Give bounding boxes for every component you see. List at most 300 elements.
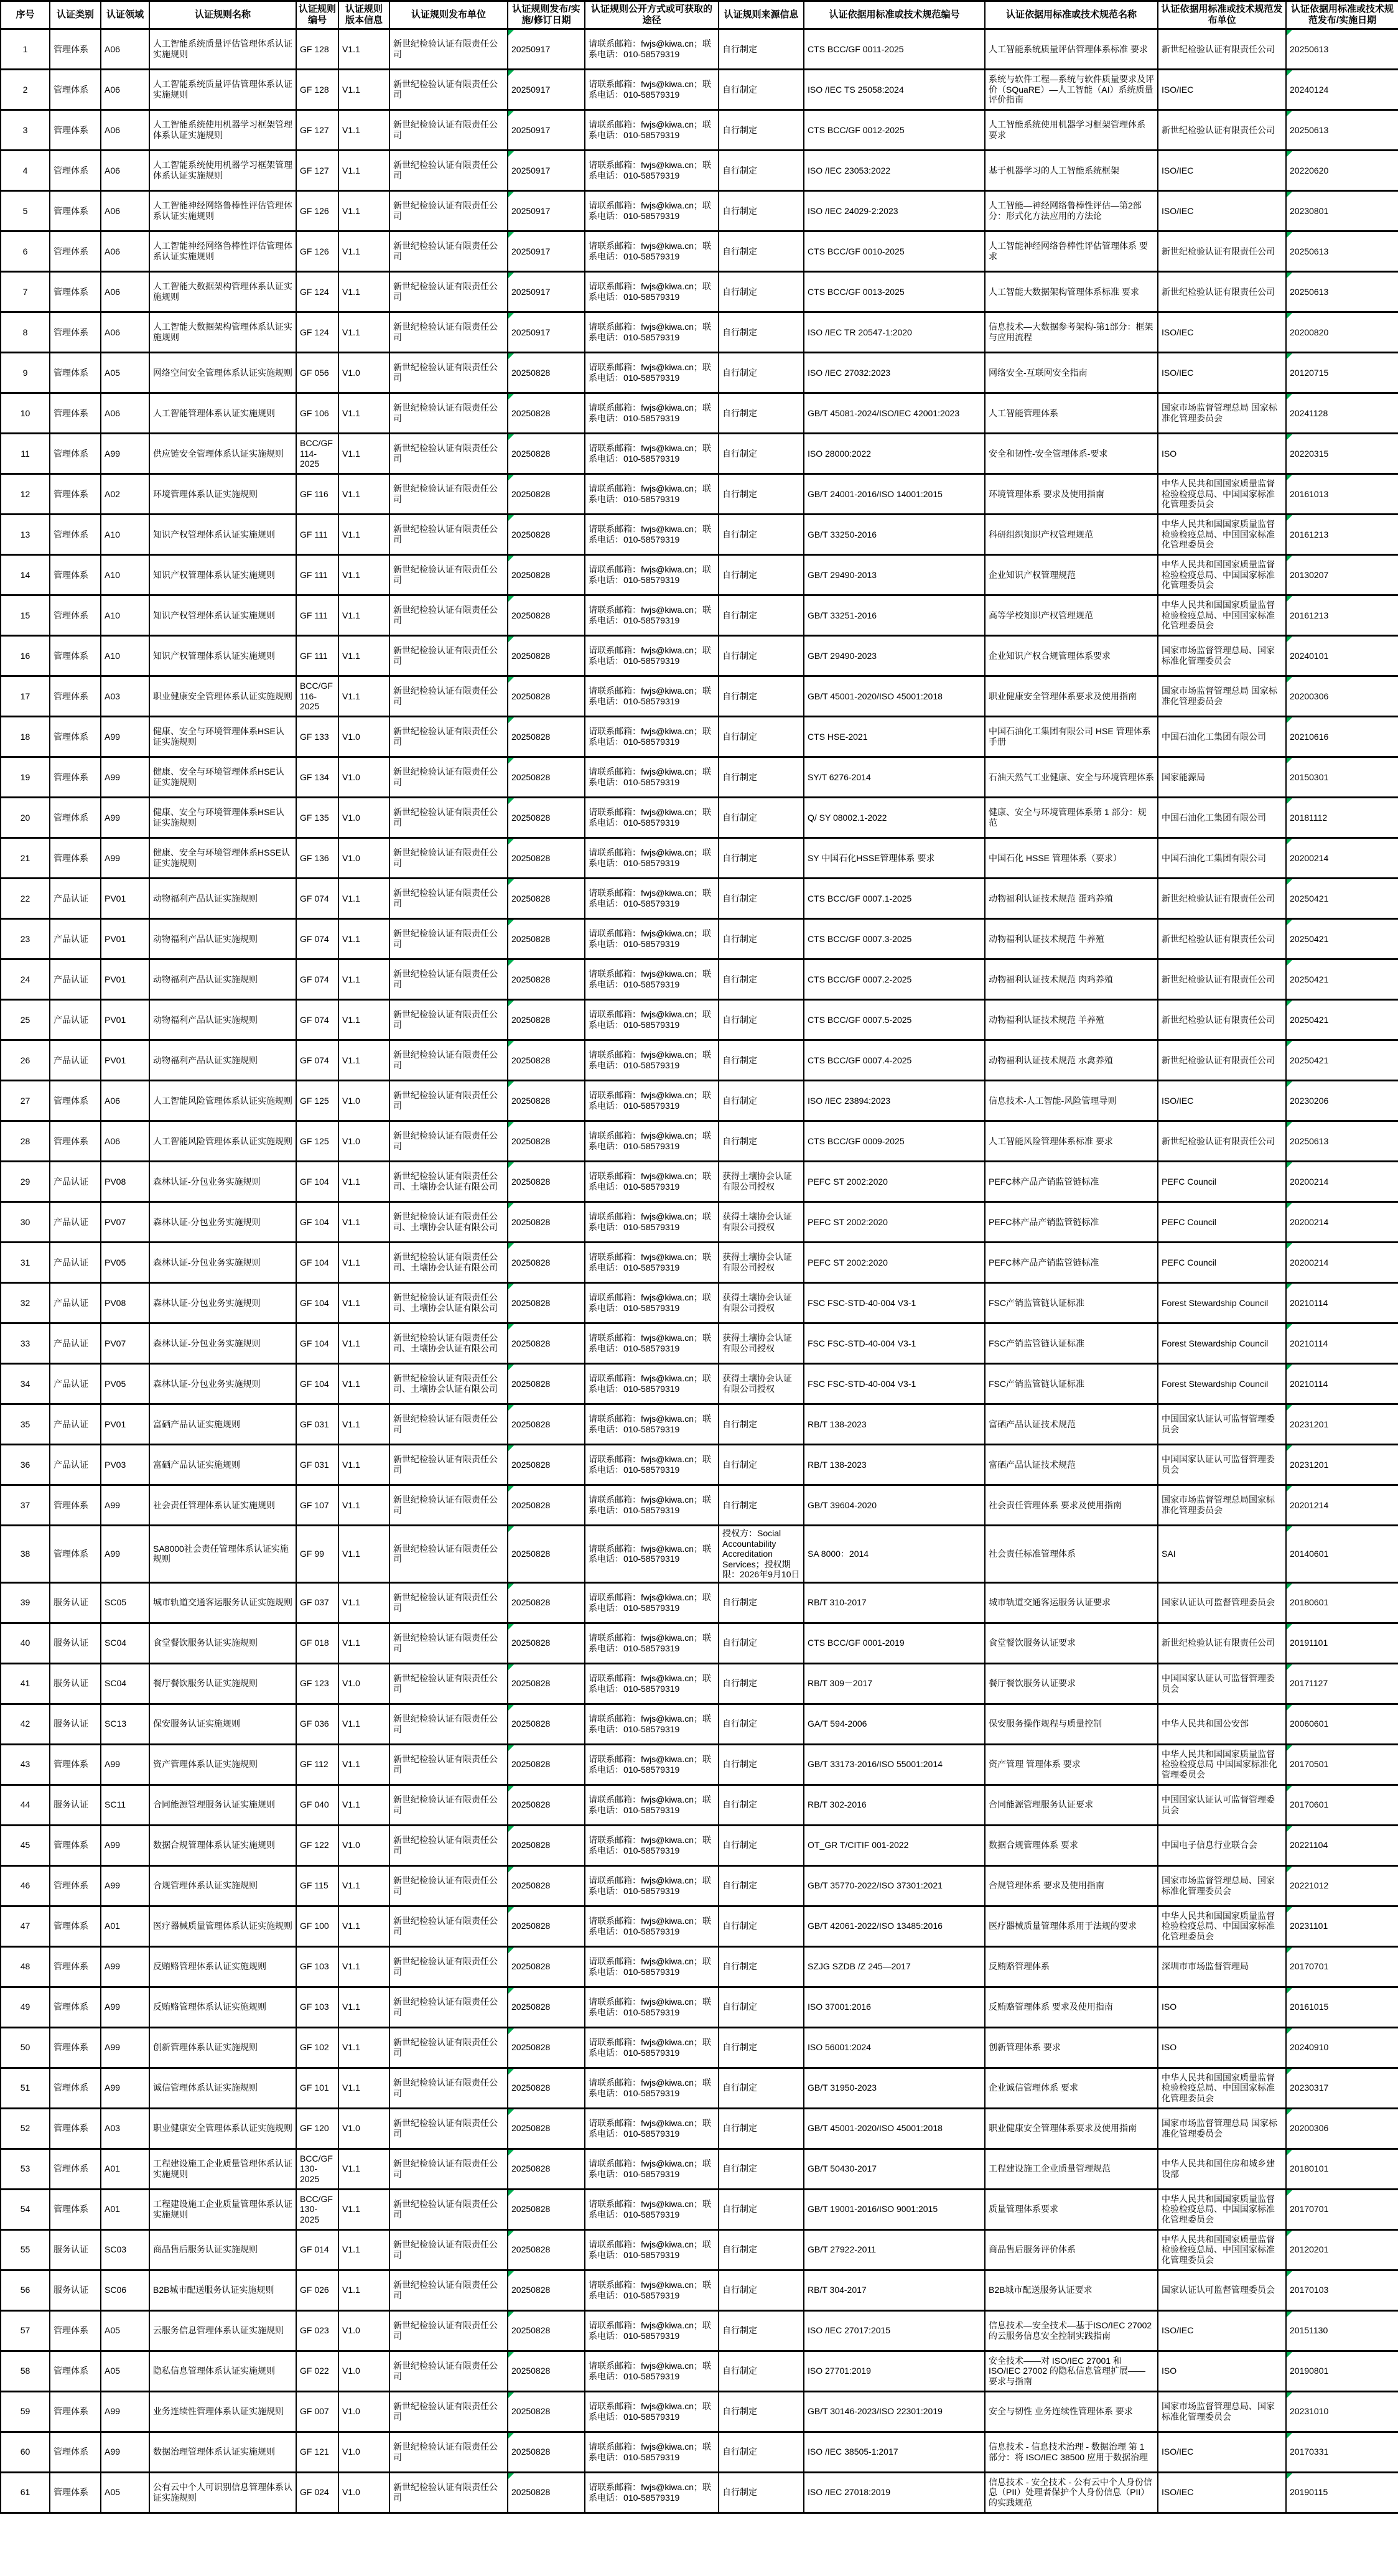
table-row — [1, 29, 1398, 70]
cell-std-name: 反贿赂管理体系 — [985, 1946, 1158, 1987]
cell-category: 产品认证 — [50, 1162, 101, 1202]
cell-rule-name: 人工智能大数据架构管理体系认证实施规则 — [149, 312, 296, 353]
table-row — [1, 1243, 1398, 1283]
column-header-rule-source: 认证规则来源信息 — [719, 1, 804, 29]
cell-domain: PV08 — [101, 1162, 149, 1202]
cell-category: 管理体系 — [50, 757, 101, 798]
cell-rule-pub-date: 20250828 — [508, 434, 585, 474]
cell-std-publisher: 中国国家认证认可监督管理委员会 — [1158, 1445, 1286, 1485]
table-row — [1, 1704, 1398, 1744]
cell-seq: 11 — [1, 434, 50, 474]
cell-rule-name: 动物福利产品认证实施规则 — [149, 959, 296, 1000]
cell-domain: A99 — [101, 1526, 149, 1583]
cell-std-no: GB/T 29490-2013 — [804, 555, 985, 595]
cell-rule-version: V1.0 — [338, 2391, 389, 2432]
cell-domain: PV01 — [101, 1404, 149, 1445]
cell-rule-source: 自行制定 — [719, 595, 804, 636]
cell-category: 管理体系 — [50, 2472, 101, 2513]
cell-rule-no: GF 074 — [296, 1040, 338, 1081]
cell-std-no: ISO 56001:2024 — [804, 2027, 985, 2068]
cell-rule-version: V1.1 — [338, 2189, 389, 2229]
column-header-std-publisher: 认证依据用标准或技术规范发布单位 — [1158, 1, 1286, 29]
table-row — [1, 1445, 1398, 1485]
table-row — [1, 919, 1398, 959]
cell-rule-access: 请联系邮箱：fwjs@kiwa.cn；联系电话：010-58579319 — [585, 393, 719, 434]
cell-std-date: 20210616 — [1286, 717, 1398, 757]
cell-rule-source: 获得土壤协会认证有限公司授权 — [719, 1364, 804, 1404]
cell-rule-access: 请联系邮箱：fwjs@kiwa.cn；联系电话：010-58579319 — [585, 2149, 719, 2189]
cell-seq: 40 — [1, 1623, 50, 1663]
cell-rule-name: 公有云中个人可识别信息管理体系认证实施规则 — [149, 2472, 296, 2513]
cell-category: 管理体系 — [50, 1121, 101, 1162]
cell-domain: A99 — [101, 1946, 149, 1987]
cell-rule-access: 请联系邮箱：fwjs@kiwa.cn；联系电话：010-58579319 — [585, 474, 719, 515]
cell-std-date: 20190801 — [1286, 2351, 1398, 2391]
cell-domain: A99 — [101, 1744, 149, 1785]
cell-std-date: 20241128 — [1286, 393, 1398, 434]
cell-rule-no: GF 134 — [296, 757, 338, 798]
cell-rule-version: V1.1 — [338, 1202, 389, 1243]
cell-std-name: 职业健康安全管理体系要求及使用指南 — [985, 676, 1158, 717]
table-row — [1, 717, 1398, 757]
cell-rule-access: 请联系邮箱：fwjs@kiwa.cn；联系电话：010-58579319 — [585, 2351, 719, 2391]
cell-std-name: 动物福利认证技术规范 水禽养殖 — [985, 1040, 1158, 1081]
table-row — [1, 1081, 1398, 1121]
cell-std-date: 20231010 — [1286, 2391, 1398, 2432]
cell-rule-name: 人工智能神经网络鲁棒性评估管理体系认证实施规则 — [149, 231, 296, 272]
cell-rule-pub-date: 20250828 — [508, 2189, 585, 2229]
cell-rule-pub-date: 20250828 — [508, 1121, 585, 1162]
cell-rule-version: V1.0 — [338, 2432, 389, 2472]
cell-rule-pub-date: 20250828 — [508, 1825, 585, 1865]
cell-rule-access: 请联系邮箱：fwjs@kiwa.cn；联系电话：010-58579319 — [585, 1663, 719, 1704]
cell-rule-no: GF 040 — [296, 1785, 338, 1825]
cell-rule-access: 请联系邮箱：fwjs@kiwa.cn；联系电话：010-58579319 — [585, 1040, 719, 1081]
cell-seq: 13 — [1, 515, 50, 555]
cell-seq: 5 — [1, 191, 50, 231]
cell-rule-version: V1.0 — [338, 2351, 389, 2391]
cell-category: 产品认证 — [50, 1243, 101, 1283]
cell-rule-source: 获得土壤协会认证有限公司授权 — [719, 1243, 804, 1283]
cell-std-date: 20221012 — [1286, 1865, 1398, 1906]
cell-rule-access: 请联系邮箱：fwjs@kiwa.cn；联系电话：010-58579319 — [585, 2270, 719, 2310]
column-header-std-no: 认证依据用标准或技术规范编号 — [804, 1, 985, 29]
cell-std-date: 20200214 — [1286, 838, 1398, 879]
cell-std-date: 20240910 — [1286, 2027, 1398, 2068]
cell-rule-source: 自行制定 — [719, 798, 804, 838]
cell-rule-version: V1.0 — [338, 757, 389, 798]
table-row — [1, 1040, 1398, 1081]
cell-std-no: PEFC ST 2002:2020 — [804, 1243, 985, 1283]
cell-rule-publisher: 新世纪检验认证有限责任公司 — [389, 595, 508, 636]
cell-rule-access: 请联系邮箱：fwjs@kiwa.cn；联系电话：010-58579319 — [585, 1202, 719, 1243]
cell-seq: 15 — [1, 595, 50, 636]
cell-rule-version: V1.1 — [338, 1906, 389, 1946]
cell-rule-publisher: 新世纪检验认证有限责任公司、土壤协会认证有限公司 — [389, 1364, 508, 1404]
cell-std-date: 20220315 — [1286, 434, 1398, 474]
cell-seq: 26 — [1, 1040, 50, 1081]
cell-rule-name: 城市轨道交通客运服务认证实施规则 — [149, 1582, 296, 1623]
cell-rule-access: 请联系邮箱：fwjs@kiwa.cn；联系电话：010-58579319 — [585, 191, 719, 231]
cell-std-name: 信息技术-人工智能-风险管理导则 — [985, 1081, 1158, 1121]
cell-std-name: 石油天然气工业健康、安全与环境管理体系 — [985, 757, 1158, 798]
table-row — [1, 1202, 1398, 1243]
cell-std-date: 20221104 — [1286, 1825, 1398, 1865]
cell-std-publisher: 中国国家认证认可监督管理委员会 — [1158, 1785, 1286, 1825]
cell-std-no: GB/T 50430-2017 — [804, 2149, 985, 2189]
cell-std-date: 20240124 — [1286, 70, 1398, 110]
table-row — [1, 272, 1398, 312]
cell-std-publisher: ISO/IEC — [1158, 2432, 1286, 2472]
cell-std-name: 富硒产品认证技术规范 — [985, 1404, 1158, 1445]
cell-std-name: 医疗器械质量管理体系用于法规的要求 — [985, 1906, 1158, 1946]
cell-rule-name: 知识产权管理体系认证实施规则 — [149, 636, 296, 676]
cell-std-name: 信息技术—大数据参考架构-第1部分：框架与应用流程 — [985, 312, 1158, 353]
cell-rule-pub-date: 20250828 — [508, 2027, 585, 2068]
cell-std-date: 20180601 — [1286, 1582, 1398, 1623]
cell-rule-publisher: 新世纪检验认证有限责任公司 — [389, 474, 508, 515]
cell-rule-pub-date: 20250828 — [508, 1865, 585, 1906]
cell-std-date: 20230317 — [1286, 2068, 1398, 2108]
cell-rule-name: 动物福利产品认证实施规则 — [149, 919, 296, 959]
cell-std-name: 系统与软件工程—系统与软件质量要求及评价（SQuaRE）—人工智能（AI）系统质量评价指南 — [985, 70, 1158, 110]
cell-rule-name: 人工智能系统使用机器学习框架管理体系认证实施规则 — [149, 110, 296, 151]
cell-domain: PV05 — [101, 1364, 149, 1404]
cell-std-date: 20161213 — [1286, 515, 1398, 555]
cell-std-name: PEFC林产品产销监管链标准 — [985, 1243, 1158, 1283]
cell-domain: A99 — [101, 838, 149, 879]
cell-category: 产品认证 — [50, 959, 101, 1000]
cell-std-name: 中国石化 HSSE 管理体系（要求） — [985, 838, 1158, 879]
cell-category: 管理体系 — [50, 70, 101, 110]
cell-rule-version: V1.1 — [338, 1623, 389, 1663]
cell-category: 管理体系 — [50, 2027, 101, 2068]
cell-rule-no: GF 112 — [296, 1744, 338, 1785]
cell-rule-name: 餐厅餐饮服务认证实施规则 — [149, 1663, 296, 1704]
table-row — [1, 595, 1398, 636]
cell-std-date: 20200214 — [1286, 1202, 1398, 1243]
cell-rule-no: BCC/GF 114-2025 — [296, 434, 338, 474]
cell-rule-publisher: 新世纪检验认证有限责任公司 — [389, 1000, 508, 1040]
cell-rule-source: 自行制定 — [719, 312, 804, 353]
cell-domain: A03 — [101, 676, 149, 717]
cell-std-name: 工程建设施工企业质量管理规范 — [985, 2149, 1158, 2189]
cell-std-publisher: 国家市场监督管理总局 国家标准化管理委员会 — [1158, 2108, 1286, 2149]
cell-std-publisher: PEFC Council — [1158, 1162, 1286, 1202]
cell-rule-no: GF 104 — [296, 1243, 338, 1283]
cell-rule-access: 请联系邮箱：fwjs@kiwa.cn；联系电话：010-58579319 — [585, 1744, 719, 1785]
cell-rule-no: GF 074 — [296, 879, 338, 919]
cell-seq: 34 — [1, 1364, 50, 1404]
cell-rule-pub-date: 20250828 — [508, 1202, 585, 1243]
cell-category: 管理体系 — [50, 434, 101, 474]
cell-rule-source: 自行制定 — [719, 29, 804, 70]
cell-rule-access: 请联系邮箱：fwjs@kiwa.cn；联系电话：010-58579319 — [585, 1364, 719, 1404]
cell-rule-no: GF 018 — [296, 1623, 338, 1663]
cell-rule-version: V1.1 — [338, 1000, 389, 1040]
cell-rule-version: V1.1 — [338, 231, 389, 272]
cell-rule-source: 自行制定 — [719, 2189, 804, 2229]
cell-std-publisher: Forest Stewardship Council — [1158, 1364, 1286, 1404]
cell-rule-version: V1.1 — [338, 2068, 389, 2108]
cell-seq: 25 — [1, 1000, 50, 1040]
cell-std-no: FSC FSC-STD-40-004 V3-1 — [804, 1283, 985, 1323]
cell-category: 管理体系 — [50, 2189, 101, 2229]
cell-domain: A05 — [101, 353, 149, 393]
cell-rule-no: GF 074 — [296, 959, 338, 1000]
cell-std-name: 安全和韧性-安全管理体系-要求 — [985, 434, 1158, 474]
cell-rule-source: 自行制定 — [719, 1404, 804, 1445]
cell-rule-pub-date: 20250828 — [508, 676, 585, 717]
cell-rule-pub-date: 20250828 — [508, 959, 585, 1000]
cell-rule-name: 人工智能风险管理体系认证实施规则 — [149, 1081, 296, 1121]
cell-rule-pub-date: 20250828 — [508, 1946, 585, 1987]
table-row — [1, 879, 1398, 919]
cell-std-date: 20200306 — [1286, 2108, 1398, 2149]
cell-rule-no: GF 124 — [296, 312, 338, 353]
cell-rule-source: 自行制定 — [719, 2310, 804, 2351]
table-row — [1, 2472, 1398, 2513]
table-row — [1, 959, 1398, 1000]
cell-std-publisher: 国家市场监督管理总局 国家标准化管理委员会 — [1158, 676, 1286, 717]
cell-rule-pub-date: 20250828 — [508, 1000, 585, 1040]
table-row — [1, 1404, 1398, 1445]
cell-rule-pub-date: 20250828 — [508, 1785, 585, 1825]
cell-std-publisher: 国家市场监督管理总局、国家标准化管理委员会 — [1158, 1865, 1286, 1906]
cell-seq: 37 — [1, 1485, 50, 1526]
cell-rule-source: 获得土壤协会认证有限公司授权 — [719, 1323, 804, 1364]
cell-seq: 39 — [1, 1582, 50, 1623]
cell-rule-no: GF 111 — [296, 555, 338, 595]
cell-category: 管理体系 — [50, 1526, 101, 1583]
cell-rule-name: 数据合规管理体系认证实施规则 — [149, 1825, 296, 1865]
cell-std-name: 餐厅餐饮服务认证要求 — [985, 1663, 1158, 1704]
cell-std-name: B2B城市配送服务认证要求 — [985, 2270, 1158, 2310]
cell-domain: SC06 — [101, 2270, 149, 2310]
cell-rule-publisher: 新世纪检验认证有限责任公司 — [389, 555, 508, 595]
cell-rule-publisher: 新世纪检验认证有限责任公司 — [389, 1663, 508, 1704]
cell-rule-no: GF 135 — [296, 798, 338, 838]
cell-seq: 60 — [1, 2432, 50, 2472]
cell-std-no: GB/T 33173-2016/ISO 55001:2014 — [804, 1744, 985, 1785]
cell-rule-no: GF 107 — [296, 1485, 338, 1526]
cell-std-date: 20201214 — [1286, 1485, 1398, 1526]
cell-rule-version: V1.1 — [338, 2229, 389, 2270]
cell-rule-pub-date: 20250828 — [508, 2472, 585, 2513]
cell-rule-no: GF 103 — [296, 1946, 338, 1987]
cell-std-no: ISO /IEC 23053:2022 — [804, 151, 985, 191]
cell-category: 管理体系 — [50, 110, 101, 151]
cell-seq: 33 — [1, 1323, 50, 1364]
cell-rule-pub-date: 20250828 — [508, 757, 585, 798]
cell-std-name: FSC产销监管链认证标准 — [985, 1364, 1158, 1404]
cell-rule-publisher: 新世纪检验认证有限责任公司 — [389, 717, 508, 757]
cell-domain: A03 — [101, 2108, 149, 2149]
cell-rule-version: V1.1 — [338, 515, 389, 555]
column-header-rule-access: 认证规则公开方式或可获取的途径 — [585, 1, 719, 29]
cell-rule-pub-date: 20250917 — [508, 231, 585, 272]
cell-category: 管理体系 — [50, 2149, 101, 2189]
cell-std-name: 人工智能系统质量评估管理体系标准 要求 — [985, 29, 1158, 70]
cell-rule-publisher: 新世纪检验认证有限责任公司 — [389, 2270, 508, 2310]
cell-std-date: 20171127 — [1286, 1663, 1398, 1704]
cell-rule-source: 自行制定 — [719, 434, 804, 474]
cell-rule-source: 自行制定 — [719, 1121, 804, 1162]
cell-std-name: 人工智能大数据架构管理体系标准 要求 — [985, 272, 1158, 312]
cell-rule-version: V1.0 — [338, 1121, 389, 1162]
cell-rule-no: GF 104 — [296, 1202, 338, 1243]
cell-rule-name: 职业健康安全管理体系认证实施规则 — [149, 676, 296, 717]
cell-rule-version: V1.1 — [338, 2027, 389, 2068]
cell-domain: A99 — [101, 434, 149, 474]
cell-rule-version: V1.1 — [338, 1283, 389, 1323]
cell-std-no: GB/T 31950-2023 — [804, 2068, 985, 2108]
table-row — [1, 515, 1398, 555]
cell-rule-no: GF 122 — [296, 1825, 338, 1865]
cell-rule-access: 请联系邮箱：fwjs@kiwa.cn；联系电话：010-58579319 — [585, 1582, 719, 1623]
cell-rule-publisher: 新世纪检验认证有限责任公司 — [389, 434, 508, 474]
cell-rule-publisher: 新世纪检验认证有限责任公司 — [389, 70, 508, 110]
cell-rule-name: 反贿赂管理体系认证实施规则 — [149, 1987, 296, 2027]
cell-domain: PV01 — [101, 1000, 149, 1040]
cell-category: 服务认证 — [50, 2229, 101, 2270]
table-row — [1, 798, 1398, 838]
cell-rule-publisher: 新世纪检验认证有限责任公司 — [389, 2108, 508, 2149]
cell-std-date: 20190115 — [1286, 2472, 1398, 2513]
cell-seq: 31 — [1, 1243, 50, 1283]
cell-rule-name: 创新管理体系认证实施规则 — [149, 2027, 296, 2068]
table-row — [1, 151, 1398, 191]
cell-rule-version: V1.1 — [338, 70, 389, 110]
cell-seq: 43 — [1, 1744, 50, 1785]
cell-std-date: 20230801 — [1286, 191, 1398, 231]
cell-std-name: 人工智能—神经网络鲁棒性评估—第2部分：形式化方法应用的方法论 — [985, 191, 1158, 231]
cell-seq: 46 — [1, 1865, 50, 1906]
cell-rule-publisher: 新世纪检验认证有限责任公司 — [389, 272, 508, 312]
cell-rule-version: V1.1 — [338, 272, 389, 312]
cell-std-name: 保安服务操作规程与质量控制 — [985, 1704, 1158, 1744]
cell-rule-version: V1.1 — [338, 29, 389, 70]
cell-domain: PV01 — [101, 919, 149, 959]
cell-std-no: ISO 28000:2022 — [804, 434, 985, 474]
cell-rule-pub-date: 20250917 — [508, 151, 585, 191]
cell-rule-source: 自行制定 — [719, 1582, 804, 1623]
cell-category: 服务认证 — [50, 2270, 101, 2310]
cell-rule-version: V1.0 — [338, 717, 389, 757]
cell-domain: PV01 — [101, 879, 149, 919]
cell-rule-access: 请联系邮箱：fwjs@kiwa.cn；联系电话：010-58579319 — [585, 1825, 719, 1865]
cell-category: 管理体系 — [50, 312, 101, 353]
cell-rule-publisher: 新世纪检验认证有限责任公司 — [389, 2310, 508, 2351]
cell-std-date: 20200214 — [1286, 1162, 1398, 1202]
cell-seq: 14 — [1, 555, 50, 595]
cell-rule-version: V1.1 — [338, 1243, 389, 1283]
cell-rule-access: 请联系邮箱：fwjs@kiwa.cn；联系电话：010-58579319 — [585, 676, 719, 717]
cell-rule-no: GF 104 — [296, 1323, 338, 1364]
cell-rule-publisher: 新世纪检验认证有限责任公司 — [389, 1906, 508, 1946]
cell-std-no: GB/T 45081-2024/ISO/IEC 42001:2023 — [804, 393, 985, 434]
cell-category: 管理体系 — [50, 272, 101, 312]
cell-rule-name: 森林认证-分包业务实施规则 — [149, 1243, 296, 1283]
cell-std-date: 20220620 — [1286, 151, 1398, 191]
column-header-category: 认证类别 — [50, 1, 101, 29]
cell-rule-name: 职业健康安全管理体系认证实施规则 — [149, 2108, 296, 2149]
cell-std-date: 20210114 — [1286, 1283, 1398, 1323]
cell-rule-source: 自行制定 — [719, 191, 804, 231]
cell-std-publisher: 国家能源局 — [1158, 757, 1286, 798]
cell-rule-name: 健康、安全与环境管理体系HSE认证实施规则 — [149, 717, 296, 757]
cell-rule-publisher: 新世纪检验认证有限责任公司 — [389, 110, 508, 151]
cell-std-publisher: Forest Stewardship Council — [1158, 1283, 1286, 1323]
cell-category: 管理体系 — [50, 676, 101, 717]
cell-seq: 30 — [1, 1202, 50, 1243]
cell-rule-name: 保安服务认证实施规则 — [149, 1704, 296, 1744]
cell-rule-pub-date: 20250828 — [508, 555, 585, 595]
table-row — [1, 1162, 1398, 1202]
cell-std-no: GA/T 594-2006 — [804, 1704, 985, 1744]
cell-rule-pub-date: 20250828 — [508, 1081, 585, 1121]
cell-category: 管理体系 — [50, 2310, 101, 2351]
column-header-rule-publisher: 认证规则发布单位 — [389, 1, 508, 29]
cell-rule-publisher: 新世纪检验认证有限责任公司、土壤协会认证有限公司 — [389, 1323, 508, 1364]
cell-rule-access: 请联系邮箱：fwjs@kiwa.cn；联系电话：010-58579319 — [585, 838, 719, 879]
cell-std-publisher: 中华人民共和国公安部 — [1158, 1704, 1286, 1744]
cell-rule-pub-date: 20250828 — [508, 515, 585, 555]
cell-std-publisher: 新世纪检验认证有限责任公司 — [1158, 1121, 1286, 1162]
cell-std-publisher: ISO/IEC — [1158, 353, 1286, 393]
cell-std-publisher: ISO — [1158, 1987, 1286, 2027]
cell-std-no: CTS BCC/GF 0001-2019 — [804, 1623, 985, 1663]
cell-rule-pub-date: 20250828 — [508, 919, 585, 959]
cell-std-no: CTS BCC/GF 0010-2025 — [804, 231, 985, 272]
cell-rule-no: GF 036 — [296, 1704, 338, 1744]
table-row — [1, 2270, 1398, 2310]
cell-std-date: 20250613 — [1286, 272, 1398, 312]
cell-seq: 9 — [1, 353, 50, 393]
cell-rule-source: 自行制定 — [719, 515, 804, 555]
cell-std-name: 食堂餐饮服务认证要求 — [985, 1623, 1158, 1663]
cell-rule-source: 自行制定 — [719, 2472, 804, 2513]
cell-category: 服务认证 — [50, 1663, 101, 1704]
cell-category: 管理体系 — [50, 1946, 101, 1987]
cell-std-publisher: PEFC Council — [1158, 1202, 1286, 1243]
cell-rule-publisher: 新世纪检验认证有限责任公司 — [389, 1404, 508, 1445]
cell-std-no: CTS HSE-2021 — [804, 717, 985, 757]
cell-rule-version: V1.1 — [338, 2270, 389, 2310]
cell-rule-source: 授权方：Social Accountability Accreditation Services；授权期限：2026年9月10日 — [719, 1526, 804, 1583]
cell-rule-pub-date: 20250828 — [508, 353, 585, 393]
table-row — [1, 474, 1398, 515]
cell-rule-access: 请联系邮箱：fwjs@kiwa.cn；联系电话：010-58579319 — [585, 798, 719, 838]
cell-rule-access: 请联系邮箱：fwjs@kiwa.cn；联系电话：010-58579319 — [585, 919, 719, 959]
cell-rule-name: 业务连续性管理体系认证实施规则 — [149, 2391, 296, 2432]
cell-std-no: GB/T 42061-2022/ISO 13485:2016 — [804, 1906, 985, 1946]
cell-rule-no: GF 111 — [296, 515, 338, 555]
cell-rule-source: 获得土壤协会认证有限公司授权 — [719, 1202, 804, 1243]
cell-rule-pub-date: 20250828 — [508, 2108, 585, 2149]
cell-std-publisher: 中华人民共和国国家质量监督检验检疫总局、中国国家标准化管理委员会 — [1158, 515, 1286, 555]
cell-domain: PV05 — [101, 1243, 149, 1283]
table-row — [1, 1623, 1398, 1663]
cell-std-publisher: ISO/IEC — [1158, 1081, 1286, 1121]
cell-category: 管理体系 — [50, 191, 101, 231]
cell-std-no: ISO /IEC 38505-1:2017 — [804, 2432, 985, 2472]
cell-rule-publisher: 新世纪检验认证有限责任公司 — [389, 29, 508, 70]
cell-rule-version: V1.1 — [338, 1323, 389, 1364]
cell-seq: 32 — [1, 1283, 50, 1323]
cell-std-publisher: 国家认证认可监督管理委员会 — [1158, 2270, 1286, 2310]
cell-rule-source: 自行制定 — [719, 838, 804, 879]
